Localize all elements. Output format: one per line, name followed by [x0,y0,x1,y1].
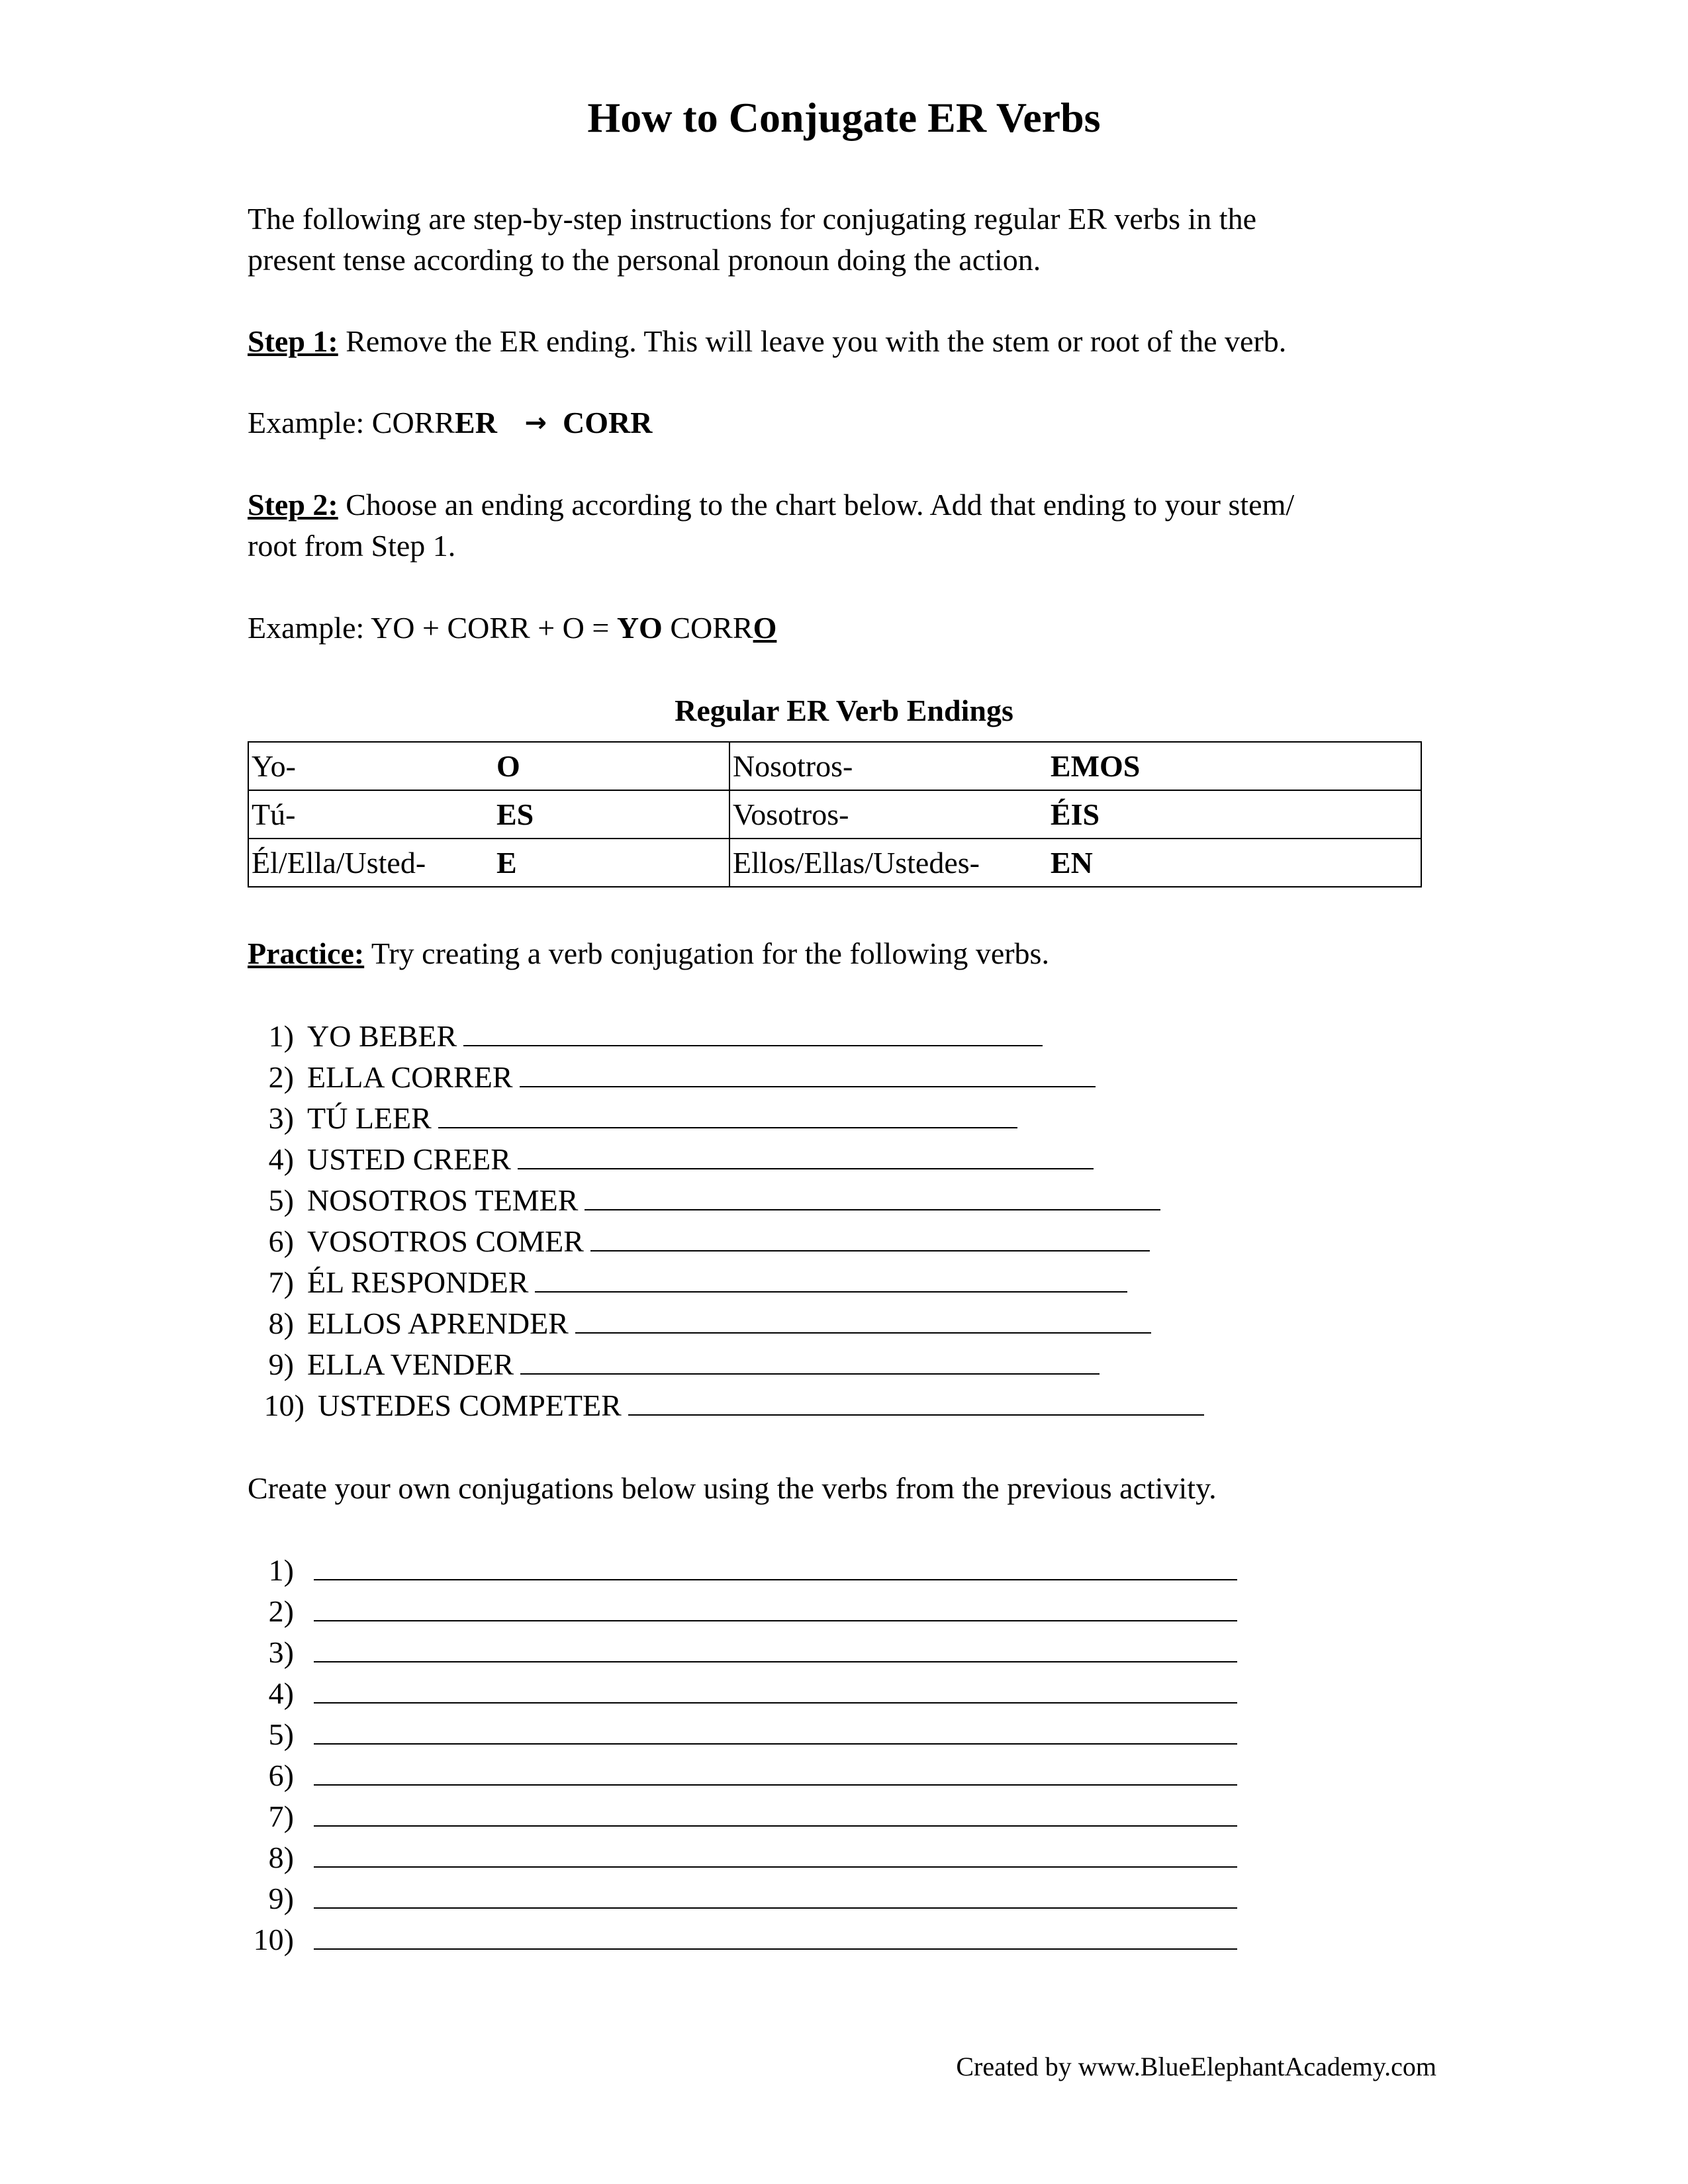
own-item-5 [248,1714,1237,1755]
answer-line[interactable] [518,1139,1094,1169]
item-text: TÚ LEER [307,1101,432,1135]
page-title: How to Conjugate ER Verbs [587,94,1101,141]
answer-line[interactable] [590,1221,1150,1251]
ending: O [496,749,520,783]
footer-credit: Created by www.BlueElephantAcademy.com [956,2052,1436,2081]
practice-text: Try creating a verb conjugation for the following verbs. [364,936,1049,970]
practice-item-8 [248,1303,1151,1344]
example-1-result: CORR [562,406,653,439]
create-own-instructions: Create your own conjugations below using the verbs from the previous activity. [248,1471,1217,1505]
item-number: 8) [268,1841,294,1874]
answer-line[interactable] [575,1303,1151,1334]
ending: EN [1050,846,1093,880]
table-row [248,742,1421,790]
practice-item-10 [248,1385,1204,1426]
item-text: ELLA CORRER [307,1060,513,1094]
table-cell [729,839,1421,887]
practice-item-5 [248,1180,1160,1221]
practice-item-9 [248,1344,1100,1385]
table-cell [248,839,729,887]
example-1-prefix: Example: CORR [248,406,455,439]
table-cell [729,790,1421,839]
item-number: 8) [268,1306,294,1340]
practice-item-1 [248,1016,1043,1057]
item-number: 9) [268,1882,294,1915]
endings-table-title: Regular ER Verb Endings [675,694,1013,727]
own-item-9 [248,1878,1237,1919]
step-2-line-2: root from Step 1. [248,529,456,563]
ending: E [496,846,517,880]
step-1 [248,321,1286,362]
answer-line[interactable] [520,1344,1100,1375]
answer-line[interactable] [314,1919,1237,1950]
item-number: 4) [268,1142,294,1176]
table-cell [729,742,1421,790]
ending: ES [496,797,534,831]
ending: ÉIS [1050,797,1100,831]
example-2 [248,608,776,649]
answer-line[interactable] [314,1632,1237,1662]
step-2-label: Step 2: [248,488,338,522]
item-number: 2) [268,1594,294,1628]
example-2-yo: YO [616,611,663,645]
answer-line[interactable] [535,1262,1127,1293]
pronoun: Vosotros- [732,797,849,831]
item-text: ELLOS APRENDER [307,1306,569,1340]
answer-line[interactable] [628,1385,1204,1416]
pronoun: Nosotros- [732,749,853,783]
own-item-3 [248,1632,1237,1673]
step-2 [248,484,1294,525]
answer-line[interactable] [314,1755,1237,1786]
example-2-ending: O [753,611,777,645]
own-item-7 [248,1796,1237,1837]
step-1-label: Step 1: [248,324,338,358]
own-item-1 [248,1550,1237,1591]
table-cell [248,790,729,839]
item-text: NOSOTROS TEMER [307,1183,579,1217]
item-text: YO BEBER [307,1019,457,1053]
item-number: 3) [268,1635,294,1669]
item-number: 2) [268,1060,294,1094]
practice-item-2 [248,1057,1096,1098]
example-1 [248,402,652,445]
item-text: ÉL RESPONDER [307,1265,529,1299]
endings-table [248,741,1422,887]
pronoun: Él/Ella/Usted- [252,846,426,880]
item-number: 1) [268,1553,294,1587]
answer-line[interactable] [314,1837,1237,1868]
item-number: 4) [268,1676,294,1710]
answer-line[interactable] [463,1016,1043,1046]
item-number: 7) [268,1265,294,1299]
answer-line[interactable] [520,1057,1096,1087]
example-2-corr: CORR [662,611,753,645]
item-text: USTEDES COMPETER [318,1388,622,1422]
intro-line-1: The following are step-by-step instructions for conjugating regular ER verbs in the [248,202,1256,236]
example-1-ending: ER [455,406,497,439]
own-item-8 [248,1837,1237,1878]
practice-item-7 [248,1262,1127,1303]
own-item-2 [248,1591,1237,1632]
example-2-prefix: Example: YO + CORR + O = [248,611,617,645]
practice-label: Practice: [248,936,365,970]
intro-line-2: present tense according to the personal pronoun doing the action. [248,243,1041,277]
practice-item-6 [248,1221,1150,1262]
step-2-text-1: Choose an ending according to the chart below. Add that ending to your stem/ [338,488,1295,522]
answer-line[interactable] [438,1098,1017,1128]
item-number: 6) [268,1758,294,1792]
item-number: 9) [268,1347,294,1381]
own-item-10 [248,1919,1237,1960]
item-text: VOSOTROS COMER [307,1224,584,1258]
answer-line[interactable] [314,1796,1237,1827]
arrow-icon: → [524,408,547,438]
practice-item-3 [248,1098,1017,1139]
answer-line[interactable] [314,1714,1237,1745]
own-item-4 [248,1673,1237,1714]
pronoun: Yo- [252,749,296,783]
pronoun: Tú- [252,797,296,831]
item-number: 6) [268,1224,294,1258]
answer-line[interactable] [314,1550,1237,1580]
item-number: 5) [268,1717,294,1751]
answer-line[interactable] [314,1591,1237,1621]
answer-line[interactable] [314,1878,1237,1909]
item-number: 3) [268,1101,294,1135]
item-number: 5) [268,1183,294,1217]
answer-line[interactable] [314,1673,1237,1704]
table-row [248,790,1421,839]
item-number: 1) [268,1019,294,1053]
table-row [248,839,1421,887]
step-1-text: Remove the ER ending. This will leave you with the stem or root of the verb. [338,324,1287,358]
own-item-6 [248,1755,1237,1796]
item-number: 10) [263,1388,305,1422]
practice-item-4 [248,1139,1094,1180]
practice-heading [248,933,1049,974]
item-number: 10) [253,1923,294,1956]
item-text: ELLA VENDER [307,1347,514,1381]
ending: EMOS [1050,749,1141,783]
table-cell [248,742,729,790]
item-text: USTED CREER [307,1142,511,1176]
answer-line[interactable] [585,1180,1160,1210]
pronoun: Ellos/Ellas/Ustedes- [732,846,980,880]
item-number: 7) [268,1799,294,1833]
